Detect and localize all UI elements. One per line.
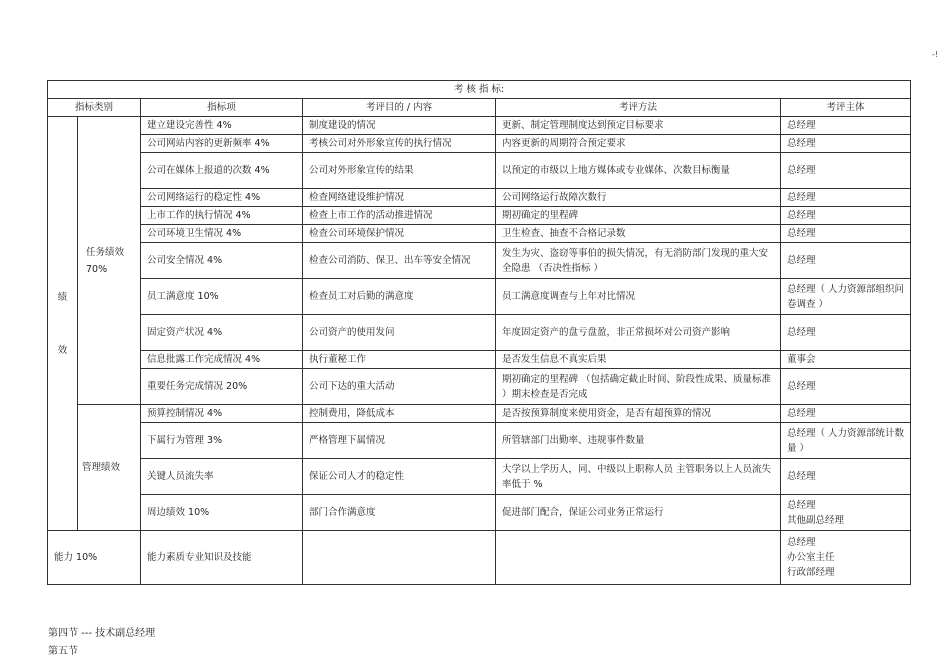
table-cell: 严格管理下属情况 [303, 423, 496, 459]
table-cell: 能力素质专业知识及技能 [141, 531, 303, 585]
table-cell: 员工满意度调查与上年对比情况 [496, 279, 781, 315]
table-cell: 期初确定的里程碑 （包括确定截止时间、阶段性成果、质量标准 ）期末检查是否完成 [496, 369, 781, 405]
performance-char-1: 绩 [57, 291, 68, 303]
table-cell: 总经理 [781, 459, 911, 495]
table-cell: 公司环境卫生情况 4% [141, 225, 303, 243]
task-group-label: 任务绩效 70% [78, 117, 141, 405]
table-cell: 董事会 [781, 351, 911, 369]
section-heading-5: 第五节 [48, 646, 78, 657]
table-cell: 员工满意度 10% [141, 279, 303, 315]
table-cell: 总经理 [781, 117, 911, 135]
table-cell: 检查公司消防、保卫、出车等安全情况 [303, 243, 496, 279]
table-cell: 公司在媒体上报道的次数 4% [141, 153, 303, 189]
table-cell: 总经理 [781, 315, 911, 351]
table-cell: 上市工作的执行情况 4% [141, 207, 303, 225]
table-cell: 制度建设的情况 [303, 117, 496, 135]
table-cell: 关键人员流失率 [141, 459, 303, 495]
table-cell: 重要任务完成情况 20% [141, 369, 303, 405]
table-cell: 以预定的市级以上地方媒体或专业媒体、次数目标衡量 [496, 153, 781, 189]
header-category: 指标类别 [48, 99, 141, 117]
table-cell: 总经理（ 人力资源部组织问卷调查 ） [781, 279, 911, 315]
table-cell: 年度固定资产的盘亏盘盈，非正常损坏对公司资产影响 [496, 315, 781, 351]
table-cell: 发生为灾、盗窃等事伯的损失情况，有无消防部门发现的重大安全隐患 （否决性指标 ） [496, 243, 781, 279]
table-cell: 所管辖部门出勤率、违规事件数量 [496, 423, 781, 459]
corner-mark: -! [931, 50, 938, 59]
table-cell: 内容更新的周期符合预定要求 [496, 135, 781, 153]
performance-char-2: 效 [57, 344, 68, 356]
table-cell: 预算控制情况 4% [141, 405, 303, 423]
table-cell: 检查公司环境保护情况 [303, 225, 496, 243]
table-cell: 公司网络运行故障次数行 [496, 189, 781, 207]
table-cell: 下属行为管理 3% [141, 423, 303, 459]
table-cell: 大学以上学历人，同、中级以上职称人员 主管职务以上人员流失率低于 % [496, 459, 781, 495]
header-method: 考评方法 [496, 99, 781, 117]
table-cell: 公司对外形象宣传的结果 [303, 153, 496, 189]
table-cell: 总经理 [781, 189, 911, 207]
header-purpose: 考评目的 / 内容 [303, 99, 496, 117]
table-cell: 卫生检查、抽查不合格记录数 [496, 225, 781, 243]
table-cell [496, 531, 781, 585]
table-cell: 更新、制定管理制度达到预定目标要求 [496, 117, 781, 135]
header-subject: 考评主体 [781, 99, 911, 117]
table-cell: 保证公司人才的稳定性 [303, 459, 496, 495]
header-item: 指标项 [141, 99, 303, 117]
table-cell: 期初确定的里程碑 [496, 207, 781, 225]
kpi-table [47, 80, 911, 585]
table-cell: 公司安全情况 4% [141, 243, 303, 279]
performance-label [48, 117, 78, 531]
table-cell: 总经理 [781, 153, 911, 189]
table-cell: 促进部门配合，保证公司业务正常运行 [496, 495, 781, 531]
table-cell: 总经理 [781, 135, 911, 153]
section-heading-4: 第四节 --- 技术副总经理 [48, 628, 156, 639]
table-cell: 检查上市工作的活动推进情况 [303, 207, 496, 225]
table-cell: 建立建设完善性 4% [141, 117, 303, 135]
table-cell: 总经理 [781, 225, 911, 243]
table-cell: 总经理（ 人力资源部统计数量 ） [781, 423, 911, 459]
table-cell: 总经理 [781, 243, 911, 279]
table-title: 考 核 指 标: [48, 81, 911, 99]
table-cell: 考核公司对外形象宣传的执行情况 [303, 135, 496, 153]
table-cell: 执行董秘工作 [303, 351, 496, 369]
table-cell: 总经理 [781, 405, 911, 423]
table-cell: 公司下达的重大活动 [303, 369, 496, 405]
table-cell: 检查网络建设维护情况 [303, 189, 496, 207]
table-cell: 固定资产状况 4% [141, 315, 303, 351]
table-cell [303, 531, 496, 585]
mgmt-group-label: 管理绩效 [78, 405, 141, 531]
table-cell: 公司资产的使用发问 [303, 315, 496, 351]
table-cell: 信息批露工作完成情况 4% [141, 351, 303, 369]
table-cell: 公司网站内容的更新频率 4% [141, 135, 303, 153]
table-cell: 总经理 其他副总经理 [781, 495, 911, 531]
table-cell: 是否按预算制度来使用资金，是否有超预算的情况 [496, 405, 781, 423]
table-cell: 周边绩效 10% [141, 495, 303, 531]
table-cell: 部门合作满意度 [303, 495, 496, 531]
table-cell: 公司网络运行的稳定性 4% [141, 189, 303, 207]
table-cell: 总经理 [781, 207, 911, 225]
table-cell: 是否发生信息不真实后果 [496, 351, 781, 369]
table-cell: 总经理 [781, 369, 911, 405]
ability-group-label: 能力 10% [48, 531, 141, 585]
table-cell: 总经理 办公室主任 行政部经理 [781, 531, 911, 585]
table-cell: 控制费用，降低成本 [303, 405, 496, 423]
table-cell: 检查员工对后勤的满意度 [303, 279, 496, 315]
